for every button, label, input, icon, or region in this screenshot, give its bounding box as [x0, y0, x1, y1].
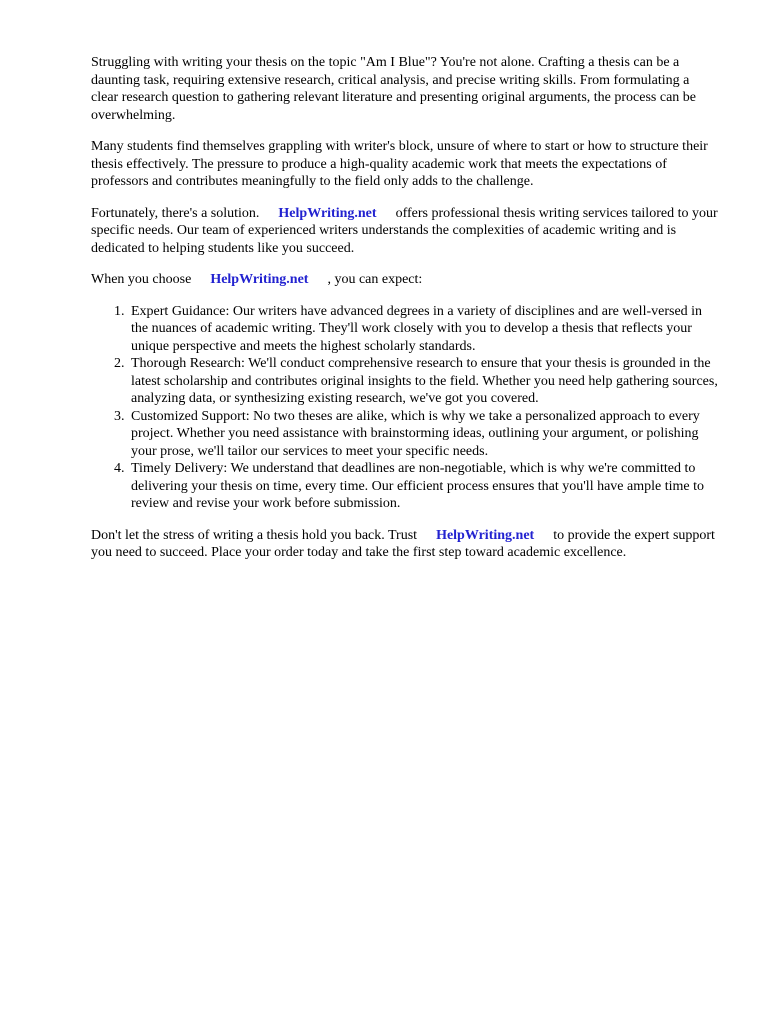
paragraph-intro: Struggling with writing your thesis on the topic "Am I Blue"? You're not alone. Crafting a thesis can be a daunting task, requiring extensive research, critical analysis, and precise writing skills. From formulating a clear research question to gathering relevant literature and presenting original arguments, the process can be overwhelming. [91, 55, 697, 123]
text-segment: Don't let the stress of writing a thesis hold you back. Trust [91, 527, 418, 543]
text-segment: When you choose [91, 272, 192, 287]
paragraph-closing [91, 527, 718, 562]
list-item-thorough-research: 2. Thorough Research: We'll conduct comprehensive research to ensure that your thesis is grounded in the latest scholarship and contributes original insights to the field. Whether you need help gathering sources, analyzing data, or synthesizing existing research, we've got you covered. [128, 355, 718, 408]
list-item-timely-delivery: 4. Timely Delivery: We understand that deadlines are non-negotiable, which is why we're committed to delivering your thesis on time, every time. Our efficient process ensures that you'll have ample time to review and revise your work before submission. [128, 460, 718, 513]
text-segment: , you can expect: [327, 272, 423, 287]
list-item-expert-guidance: 1. Expert Guidance: Our writers have advanced degrees in a variety of disciplines and are well-versed in the nuances of academic writing. They'll work closely with you to develop a thesis that reflects your unique perspective and meets the highest scholarly standards. [128, 303, 718, 356]
text-segment: Fortunately, there's a solution. [91, 205, 260, 221]
paragraph-choose [91, 271, 718, 289]
benefits-list [91, 303, 718, 513]
text-segment: offers professional thesis writing services tailored to your specific needs. Our team of experienced writers understands the complexities of academic writing and is dedicated to helping students like you succeed. [91, 205, 718, 256]
helpwriting-link[interactable]: HelpWriting.net [436, 527, 535, 543]
paragraph-solution [91, 205, 718, 258]
list-item-customized-support: 3. Customized Support: No two theses are alike, which is why we take a personalized approach to every project. Whether you need assistance with brainstorming ideas, outlining your argument, or polishing your prose, we'll tailor our services to meet your specific needs. [128, 408, 718, 461]
text-segment: to provide the expert support you need to succeed. Place your order today and take the first step toward academic excellence. [91, 527, 715, 560]
paragraph-challenge: Many students find themselves grappling with writer's block, unsure of where to start or how to structure their thesis effectively. The pressure to produce a high-quality academic work that meets the expectations of professors and contributes meaningfully to the field only adds to the challenge. [91, 139, 708, 189]
helpwriting-link[interactable]: HelpWriting.net [210, 272, 309, 287]
helpwriting-link[interactable]: HelpWriting.net [278, 205, 377, 221]
